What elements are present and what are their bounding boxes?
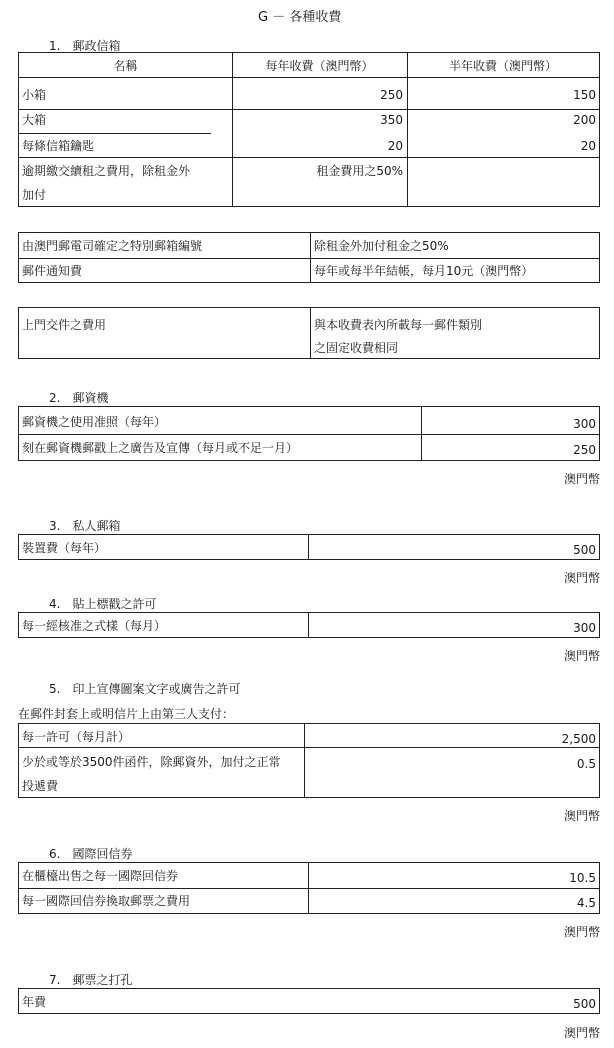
header-yearly: 每年收費（澳門幣）	[265, 59, 374, 73]
row-divider	[19, 888, 599, 889]
approved-design-value: 300	[573, 621, 596, 635]
section-7-heading: 7. 郵票之打孔	[49, 973, 133, 987]
postmark-permit-table	[18, 612, 600, 638]
section-5-heading: 5. 印上宣傳圖案文字或廣告之許可	[49, 682, 241, 696]
home-delivery-value-line1: 與本收費表內所載每一郵件類別	[314, 318, 483, 332]
home-delivery-label: 上門交件之費用	[22, 318, 107, 332]
section-3-heading: 3. 私人郵箱	[49, 519, 121, 533]
franking-license-label: 郵資機之使用准照（每年）	[22, 415, 167, 429]
section-2-heading: 2. 郵資機	[49, 391, 109, 405]
monthly-permit-value: 2,500	[561, 732, 596, 746]
col-divider	[310, 308, 311, 358]
coupon-sale-value: 10.5	[569, 871, 596, 885]
unit-label: 澳門幣	[563, 649, 600, 663]
page-title: G － 各種收費	[258, 10, 342, 25]
row-divider	[19, 434, 599, 435]
col-divider	[304, 724, 305, 797]
notice-fee-label: 郵件通知費	[22, 264, 83, 278]
unit-label: 澳門幣	[563, 925, 600, 939]
col-divider	[232, 53, 233, 206]
special-number-value: 除租金外加付租金之50%	[314, 239, 449, 253]
section-4-heading: 4. 貼上標戳之許可	[49, 597, 157, 611]
franking-machine-table	[18, 406, 600, 461]
row-key-year: 20	[387, 139, 403, 153]
franking-ad-value: 250	[573, 443, 596, 457]
row-small-box-year: 250	[380, 88, 403, 102]
delivery-fee-label-line2: 投遞費	[22, 779, 59, 793]
notice-fee-value: 每年或每半年結帳，每月10元（澳門幣）	[314, 264, 534, 278]
monthly-permit-label: 每一許可（每月計）	[22, 730, 131, 744]
private-box-table	[18, 534, 600, 560]
franking-license-value: 300	[573, 417, 596, 431]
header-half-year: 半年收費（澳門幣）	[448, 59, 557, 73]
delivery-fee-value: 0.5	[576, 757, 596, 771]
reply-coupon-table	[18, 862, 600, 914]
home-delivery-value-line2: 之固定收費相同	[314, 341, 399, 355]
row-key-name: 每條信箱鑰匙	[22, 139, 95, 153]
approved-design-label: 每一經核准之式樣（每月）	[22, 619, 167, 633]
row-large-box-half: 200	[573, 113, 596, 127]
special-number-label: 由澳門郵電司確定之特別郵箱編號	[22, 239, 203, 253]
row-large-box-name: 大箱	[22, 113, 47, 127]
row-key-half: 20	[580, 139, 596, 153]
row-late-fee-name-line2: 加付	[22, 188, 47, 202]
home-delivery-table	[18, 307, 600, 359]
unit-label: 澳門幣	[563, 809, 600, 823]
row-divider	[19, 157, 599, 158]
coupon-exchange-value: 4.5	[576, 896, 596, 910]
install-fee-label: 裝置費（每年）	[22, 541, 107, 555]
unit-label: 澳門幣	[563, 571, 600, 585]
row-small-box-name: 小箱	[22, 88, 47, 102]
unit-label: 澳門幣	[563, 1026, 600, 1040]
section-1-heading: 1. 郵政信箱	[49, 39, 121, 53]
section-5-note: 在郵件封套上或明信片上由第三人支付：	[18, 707, 235, 721]
printing-permit-table	[18, 723, 600, 798]
row-divider	[19, 258, 599, 259]
row-divider	[19, 109, 599, 110]
postbox-fee-table	[18, 52, 600, 207]
row-small-box-half: 150	[573, 88, 596, 102]
install-fee-value: 500	[573, 543, 596, 557]
row-large-box-year: 350	[380, 113, 403, 127]
row-late-fee-name-line1: 逾期繳交續租之費用，除租金外	[22, 164, 191, 178]
coupon-sale-label: 在櫃檯出售之每一國際回信券	[22, 869, 179, 883]
row-divider	[19, 747, 599, 748]
unit-label: 澳門幣	[563, 472, 600, 486]
col-divider	[407, 53, 408, 206]
stamp-perforation-table	[18, 988, 600, 1014]
col-divider	[308, 613, 309, 637]
delivery-fee-label-line1: 少於或等於3500件函件，除郵資外，加付之正常	[22, 755, 281, 769]
annual-fee-label: 年費	[22, 995, 47, 1009]
special-number-table	[18, 232, 600, 283]
row-divider	[19, 133, 211, 134]
coupon-exchange-label: 每一國際回信券換取郵票之費用	[22, 894, 191, 908]
row-divider	[19, 77, 599, 78]
franking-ad-label: 刻在郵資機郵戳上之廣告及宣傳（每月或不足一月）	[22, 441, 299, 455]
header-name: 名稱	[113, 59, 138, 73]
annual-fee-value: 500	[573, 997, 596, 1011]
section-6-heading: 6. 國際回信券	[49, 847, 133, 861]
col-divider	[308, 535, 309, 559]
row-late-fee-year: 租金費用之50%	[316, 164, 403, 178]
